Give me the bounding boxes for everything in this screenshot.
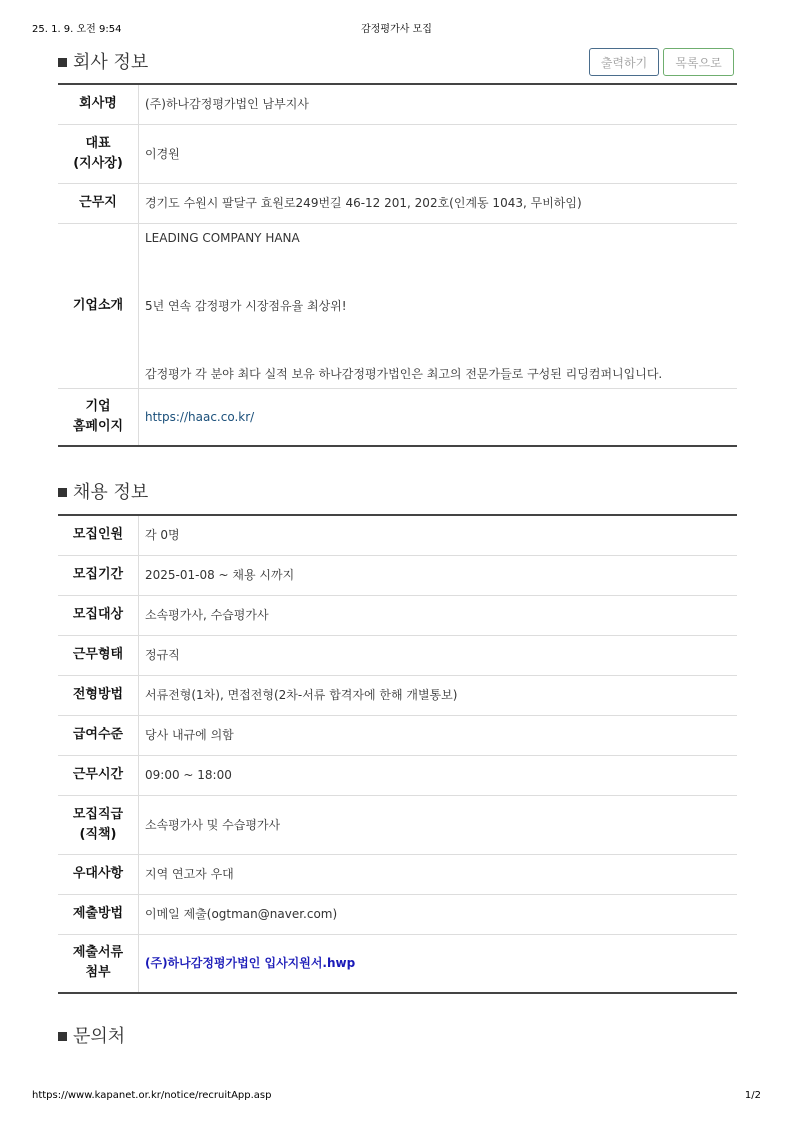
row-label: 모집인원 bbox=[58, 515, 139, 555]
print-url: https://www.kapanet.or.kr/notice/recruitApp.asp bbox=[32, 1090, 272, 1101]
company-section-title-text: 회사 정보 bbox=[73, 52, 149, 73]
homepage-link[interactable]: https://haac.co.kr/ bbox=[145, 409, 255, 424]
page-number: 1/2 bbox=[744, 1090, 761, 1101]
table-row bbox=[58, 183, 737, 223]
period-value: 2025-01-08 ~ 채용 시까지 bbox=[139, 555, 738, 595]
company-name-value: (주)하나감정평가법인 남부지사 bbox=[139, 84, 738, 124]
square-bullet-icon bbox=[58, 58, 67, 67]
intro-line-3: 감정평가 각 분야 최다 실적 보유 하나감정평가법인은 최고의 전문가들로 구성된 리딩컴퍼니입니다. bbox=[145, 366, 663, 381]
print-datetime: 25. 1. 9. 오전 9:54 bbox=[32, 24, 122, 35]
print-header bbox=[32, 20, 761, 36]
work-type-value: 정규직 bbox=[139, 635, 738, 675]
row-label bbox=[58, 388, 139, 446]
square-bullet-icon bbox=[58, 488, 67, 497]
row-label-line: 기업 bbox=[85, 398, 111, 414]
company-info-table bbox=[58, 83, 737, 447]
row-label: 회사명 bbox=[58, 84, 139, 124]
row-label-line: (직책) bbox=[79, 826, 117, 842]
table-row bbox=[58, 223, 737, 388]
row-label bbox=[58, 934, 139, 993]
square-bullet-icon bbox=[58, 1032, 67, 1041]
homepage-cell bbox=[139, 388, 738, 446]
table-row bbox=[58, 894, 737, 934]
back-to-list-button[interactable]: 목록으로 bbox=[663, 48, 734, 76]
intro-line-2: 5년 연속 감정평가 시장점유율 최상위! bbox=[145, 298, 347, 313]
row-label: 모집대상 bbox=[58, 595, 139, 635]
table-row bbox=[58, 854, 737, 894]
row-label: 근무시간 bbox=[58, 755, 139, 795]
hours-value: 09:00 ~ 18:00 bbox=[139, 755, 738, 795]
action-buttons bbox=[589, 48, 734, 76]
table-row bbox=[58, 595, 737, 635]
row-label: 기업소개 bbox=[58, 223, 139, 388]
print-title: 감정평가사 모집 bbox=[361, 24, 432, 35]
contact-section-title bbox=[58, 1022, 125, 1048]
submit-method-value: 이메일 제출(ogtman@naver.com) bbox=[139, 894, 738, 934]
row-label: 제출방법 bbox=[58, 894, 139, 934]
table-row bbox=[58, 675, 737, 715]
row-label: 근무형태 bbox=[58, 635, 139, 675]
table-row bbox=[58, 515, 737, 555]
table-row bbox=[58, 124, 737, 183]
row-label: 전형방법 bbox=[58, 675, 139, 715]
company-section-title bbox=[58, 48, 148, 74]
row-label: 급여수준 bbox=[58, 715, 139, 755]
table-row bbox=[58, 715, 737, 755]
location-value: 경기도 수원시 팔달구 효원로249번길 46-12 201, 202호(인계동 1043, 무비하임) bbox=[139, 183, 738, 223]
position-value: 소속평가사 및 수습평가사 bbox=[139, 795, 738, 854]
attachment-cell bbox=[139, 934, 738, 993]
row-label: 모집기간 bbox=[58, 555, 139, 595]
row-label: 근무지 bbox=[58, 183, 139, 223]
ceo-value: 이경원 bbox=[139, 124, 738, 183]
process-value: 서류전형(1차), 면접전형(2차-서류 합격자에 한해 개별통보) bbox=[139, 675, 738, 715]
table-row bbox=[58, 635, 737, 675]
intro-value bbox=[139, 223, 738, 388]
recruit-info-table bbox=[58, 514, 737, 994]
row-label-line: (지사장) bbox=[73, 155, 123, 171]
table-row bbox=[58, 934, 737, 993]
row-label: 우대사항 bbox=[58, 854, 139, 894]
row-label bbox=[58, 124, 139, 183]
salary-value: 당사 내규에 의함 bbox=[139, 715, 738, 755]
table-row bbox=[58, 84, 737, 124]
print-footer bbox=[32, 1090, 761, 1106]
print-button[interactable]: 출력하기 bbox=[589, 48, 659, 76]
table-row bbox=[58, 795, 737, 854]
recruit-section-title bbox=[58, 478, 148, 504]
row-label bbox=[58, 795, 139, 854]
row-label-line: 제출서류 bbox=[72, 945, 124, 961]
intro-line-1: LEADING COMPANY HANA bbox=[145, 230, 300, 245]
row-label-line: 대표 bbox=[85, 135, 111, 151]
table-row bbox=[58, 755, 737, 795]
contact-section-title-text: 문의처 bbox=[73, 1026, 126, 1047]
preference-value: 지역 연고자 우대 bbox=[139, 854, 738, 894]
row-label-line: 홈페이지 bbox=[72, 418, 124, 434]
attachment-file-link[interactable]: (주)하나감정평가법인 입사지원서.hwp bbox=[145, 956, 356, 971]
row-label-line: 모집직급 bbox=[72, 806, 124, 822]
table-row bbox=[58, 555, 737, 595]
row-label-line: 첨부 bbox=[85, 965, 111, 981]
table-row bbox=[58, 388, 737, 446]
target-value: 소속평가사, 수습평가사 bbox=[139, 595, 738, 635]
recruit-section-title-text: 채용 정보 bbox=[73, 482, 149, 503]
headcount-value: 각 0명 bbox=[139, 515, 738, 555]
